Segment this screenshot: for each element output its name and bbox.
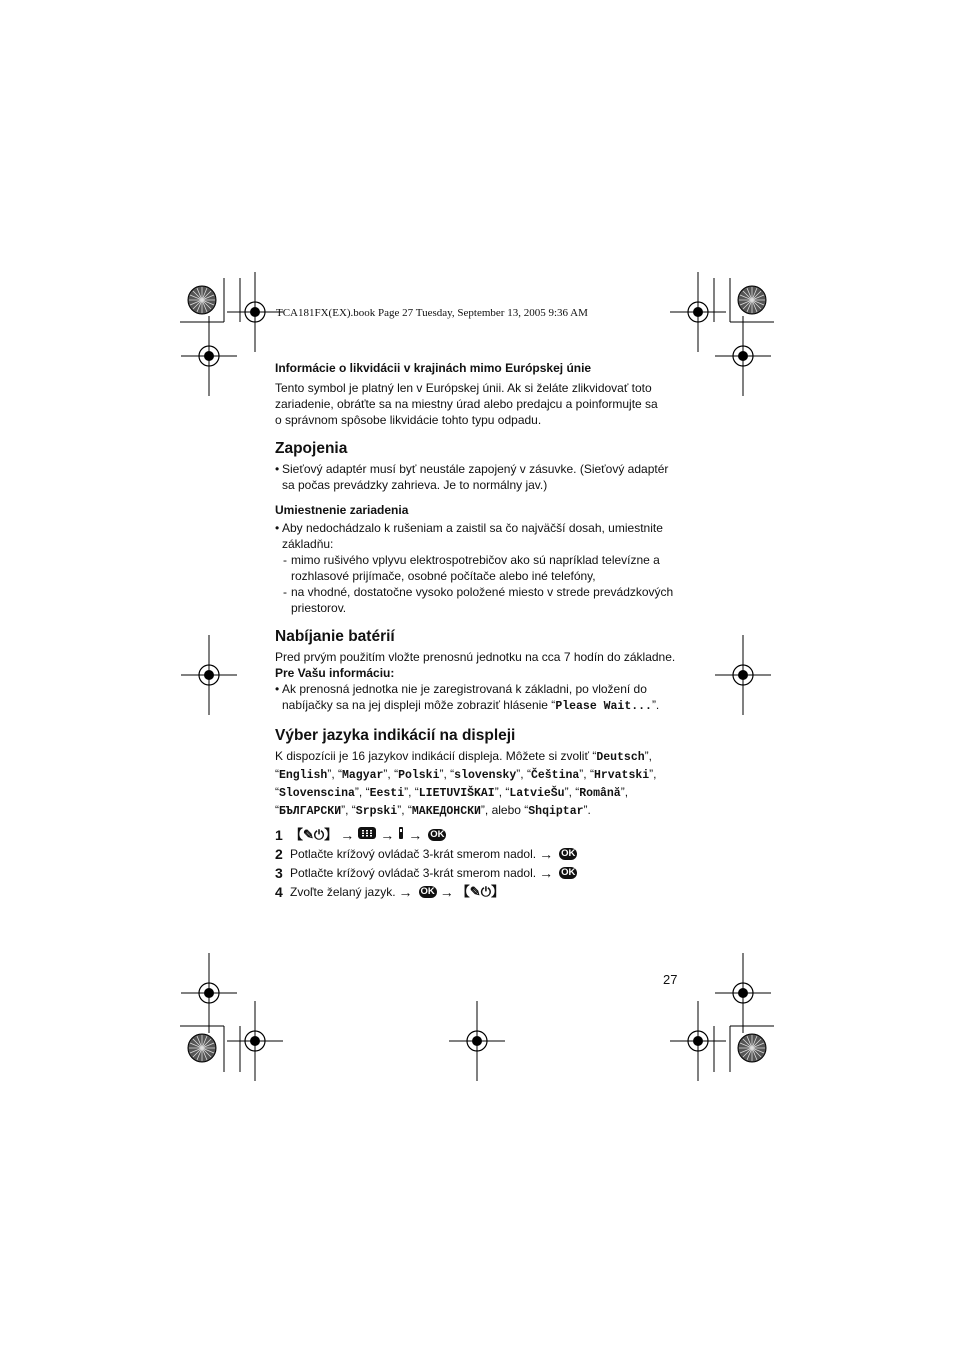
- quote-mark: ”: [354, 785, 359, 799]
- arrow-icon: →: [439, 883, 454, 900]
- quote-mark: ”: [620, 785, 625, 799]
- arrow-icon: →: [539, 845, 554, 862]
- quote-mark: ”: [579, 767, 584, 781]
- quote-mark: “: [450, 767, 455, 781]
- language-option: Srpski: [355, 805, 398, 818]
- separator: ,: [520, 767, 527, 781]
- step-text: Potlačte krížový ovládač 3-krát smerom nadol.: [290, 865, 537, 880]
- section-heading-language: Výber jazyka indikácií na displeji: [275, 727, 516, 744]
- sun-mark-top-right: [738, 286, 766, 314]
- dash-item: [283, 552, 687, 584]
- quote-mark: “: [275, 803, 279, 817]
- quote-mark: ”: [404, 785, 409, 799]
- language-option: English: [279, 769, 328, 782]
- quote-mark: ”: [649, 767, 654, 781]
- step-text: Zvoľte želaný jazyk.: [290, 884, 396, 899]
- separator: ,: [331, 767, 338, 781]
- display-message: Please Wait...: [555, 700, 652, 713]
- quote-mark: ”: [494, 785, 499, 799]
- separator: ,: [484, 803, 492, 817]
- bullet-symbol: •: [275, 521, 280, 535]
- language-option: БЪЛГАРСКИ: [279, 805, 342, 818]
- period: .: [587, 803, 591, 817]
- dash-text: mimo rušivého vplyvu elektrospotrebičov ako sú napríklad televízne a: [291, 553, 660, 567]
- quote-mark: ”: [383, 767, 388, 781]
- arrow-icon: →: [398, 883, 413, 900]
- page-number: 27: [663, 972, 678, 987]
- dash-item: [283, 584, 687, 616]
- disposal-line: zariadenie, obráťte sa na miestny úrad alebo predajcu a poinformujte sa: [275, 397, 658, 411]
- ok-button-icon: OK: [420, 885, 435, 897]
- dash-text: rozhlasové prijímače, osobné počítače alebo iné telefóny,: [291, 569, 596, 583]
- quote-mark: “: [589, 767, 594, 781]
- bullet-item: [275, 461, 687, 493]
- handset-icon: [397, 826, 405, 844]
- quote-mark: “: [407, 803, 412, 817]
- ok-button-icon: OK: [430, 828, 445, 840]
- section-heading-charging: Nabíjanie batérií: [275, 628, 395, 645]
- disposal-heading: Informácie o likvidácii v krajinách mimo Európskej únie: [275, 361, 592, 375]
- language-option: Čeština: [530, 769, 580, 782]
- menu-key-icon: 【✎⏻】: [456, 883, 504, 899]
- separator: ,: [568, 785, 576, 799]
- bullet-item: [275, 520, 687, 552]
- quote-mark: “: [524, 803, 529, 817]
- or-word: alebo: [491, 803, 525, 817]
- language-option: LIETUVIŠKAI: [418, 787, 495, 800]
- separator: ,: [498, 785, 506, 799]
- disposal-line: Tento symbol je platný len v Európskej únii. Ak si želáte zlikvidovať toto: [275, 381, 652, 395]
- quote-mark: “: [275, 767, 279, 781]
- quote-mark: “: [414, 785, 419, 799]
- crosshair-mark: [227, 272, 283, 352]
- quote-mark: ”: [397, 803, 402, 817]
- step-number: 3: [275, 864, 283, 881]
- quote-mark: ”: [480, 803, 485, 817]
- arrow-icon: →: [380, 826, 395, 843]
- dash-text: na vhodné, dostatočne vysoko položené miesto v strede prevádzkových: [291, 585, 674, 599]
- language-option: Română: [579, 787, 621, 800]
- arrow-icon: →: [408, 826, 423, 843]
- bullet-text: Aby nedochádzalo k rušeniam a zaistil sa čo najväčší dosah, umiestnite: [282, 521, 663, 535]
- info-heading: Pre Vašu informáciu:: [275, 666, 395, 680]
- language-option: Magyar: [341, 769, 384, 782]
- quote-mark: ”: [564, 785, 569, 799]
- quote-mark: ”: [439, 767, 444, 781]
- separator: ,: [443, 767, 451, 781]
- separator: ,: [408, 785, 415, 799]
- bullet-text: sa počas prevádzky zahrieva. Je to normálny jav.): [282, 478, 548, 492]
- quote-mark: ”: [327, 767, 332, 781]
- language-option: Hrvatski: [593, 769, 650, 782]
- crosshair-mark: [715, 953, 771, 1033]
- book-header-line: TCA181FX(EX).book Page 27 Tuesday, September 13, 2005 9:36 AM: [276, 307, 588, 319]
- bullet-text: Sieťový adaptér musí byť neustále zapojený v zásuvke. (Sieťový adaptér: [282, 462, 669, 476]
- language-option: Polski: [398, 769, 440, 782]
- ok-button-icon: OK: [561, 866, 576, 878]
- quote-mark: “: [575, 785, 580, 799]
- quote-mark: “: [365, 785, 370, 799]
- arrow-icon: →: [340, 826, 355, 843]
- language-option: slovensky: [454, 769, 517, 782]
- page-content: [275, 360, 687, 901]
- bullet-text: Ak prenosná jednotka nie je zaregistrovaná k základni, po vložení do: [282, 682, 647, 696]
- bullet-text: základňu:: [282, 537, 334, 551]
- sun-mark-top-left: [188, 286, 216, 314]
- quote-mark: ”: [583, 803, 588, 817]
- language-option: Slovenscina: [279, 787, 355, 800]
- crosshair-mark: [670, 272, 726, 352]
- step-1: [275, 825, 687, 844]
- quote-mark: “: [526, 767, 531, 781]
- quote-mark: “: [394, 767, 399, 781]
- language-option: Eesti: [369, 787, 405, 800]
- separator: ,: [583, 767, 590, 781]
- language-option: Deutsch: [596, 751, 645, 764]
- quote-mark: ”: [341, 803, 346, 817]
- language-intro: K dispozícii je 16 jazykov indikácií displeja. Môžete si zvoliť: [275, 749, 593, 763]
- crosshair-mark: [181, 635, 237, 715]
- bullet-symbol: •: [275, 682, 280, 696]
- arrow-icon: →: [539, 864, 554, 881]
- quote-mark: “: [505, 785, 510, 799]
- separator: ,: [358, 785, 366, 799]
- separator: ,: [648, 749, 652, 763]
- separator: ,: [345, 803, 352, 817]
- dash-text: priestorov.: [291, 601, 347, 615]
- language-paragraph: [275, 748, 687, 820]
- step-number: 1: [275, 826, 283, 843]
- sun-mark-bottom-right: [738, 1034, 766, 1062]
- crosshair-mark: [181, 953, 237, 1033]
- crosshair-mark: [227, 1001, 283, 1081]
- step-2: [275, 844, 687, 863]
- crosshair-mark: [670, 1001, 726, 1081]
- disposal-line: o správnom spôsobe likvidácie tohto typu odpadu.: [275, 413, 542, 427]
- placement-heading: Umiestnenie zariadenia: [275, 503, 409, 517]
- language-option: LatvieŠu: [509, 787, 565, 800]
- quote-mark: “: [592, 749, 597, 763]
- separator: ,: [624, 785, 629, 799]
- sun-mark-bottom-left: [188, 1034, 216, 1062]
- dash-symbol: -: [283, 585, 287, 599]
- menu-grid-icon: [357, 826, 377, 844]
- crosshair-mark: [449, 1001, 505, 1081]
- dash-symbol: -: [283, 553, 287, 567]
- crosshair-mark: [715, 635, 771, 715]
- separator: ,: [653, 767, 657, 781]
- ok-button-icon: OK: [561, 847, 576, 859]
- separator: ,: [401, 803, 408, 817]
- bullet-item: [275, 681, 687, 715]
- quote-mark: “: [351, 803, 356, 817]
- language-option: Shqiptar: [528, 805, 584, 818]
- step-4: [275, 882, 687, 901]
- step-3: [275, 863, 687, 882]
- charging-text: Pred prvým použitím vložte prenosnú jednotku na cca 7 hodín do základne.: [275, 650, 676, 664]
- bullet-text-line: nabíjačky sa na jej displeji môže zobraziť hlásenie “Please Wait...”.: [282, 698, 660, 713]
- crosshair-mark: [181, 316, 237, 396]
- step-number: 4: [275, 883, 283, 900]
- quote-mark: “: [275, 785, 279, 799]
- section-heading-zapojenia: Zapojenia: [275, 440, 348, 457]
- quote-mark: “: [337, 767, 342, 781]
- step-text: Potlačte krížový ovládač 3-krát smerom nadol.: [290, 846, 537, 861]
- quote-mark: ”: [644, 749, 649, 763]
- crosshair-mark: [715, 316, 771, 396]
- separator: ,: [387, 767, 395, 781]
- quote-mark: ”: [516, 767, 521, 781]
- steps-list: [275, 825, 687, 901]
- step-number: 2: [275, 845, 283, 862]
- menu-key-icon: 【✎⏻】: [290, 826, 338, 842]
- bullet-symbol: •: [275, 462, 280, 476]
- language-option: МАКЕДОНСКИ: [411, 805, 481, 818]
